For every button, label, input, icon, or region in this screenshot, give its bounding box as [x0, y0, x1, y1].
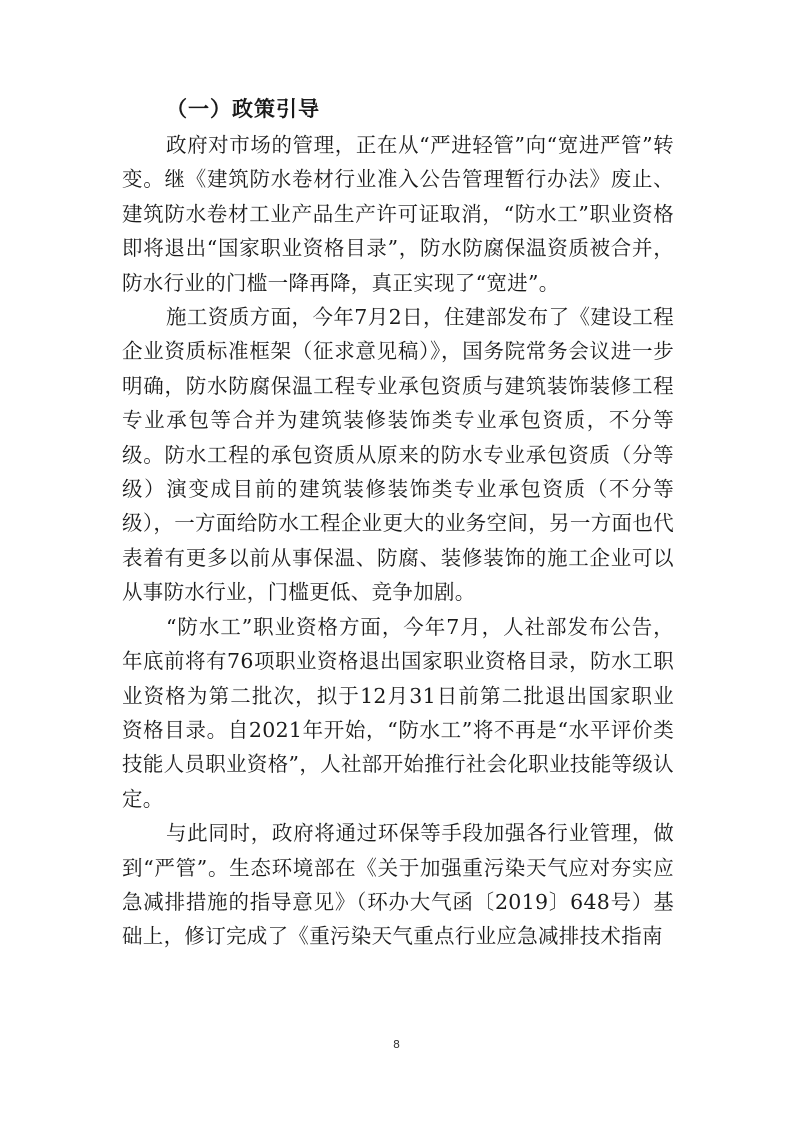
document-page — [122, 92, 674, 954]
page-number: 8 — [393, 1038, 400, 1051]
section-heading: （一）政策引导 — [166, 97, 320, 121]
paragraph-construction-qualification: 施工资质方面，今年7月2日，住建部发布了《建设工程企业资质标准框架（征求意见稿）》，国务院常务会议进一步明确，防水防腐保温工程专业承包资质与建筑装饰装修工程专业承包等合并为建筑装修装饰类专业承包资质，不分等级。防水工程的承包资质从原来的防水专业承包资质（分等级）演变成目前的建筑装修装饰类专业承包资质（不分等级），一方面给防水工程企业更大的业务空间，另一方面也代表着有更多以前从事保温、防腐、装修装饰的施工企业可以从事防水行业，门槛更低、竞争加剧。 — [122, 305, 674, 605]
paragraph-waterproof-worker-qualification: “防水工”职业资格方面，今年7月，人社部发布公告，年底前将有76项职业资格退出国家职业资格目录，防水工职业资格为第二批次，拟于12月31日前第二批退出国家职业资格目录。自2021年开始，“防水工”将不再是“水平评价类技能人员职业资格”，人社部开始推行社会化职业技能等级认定。 — [122, 614, 674, 811]
paragraph-environmental-regulation: 与此同时，政府将通过环保等手段加强各行业管理，做到“严管”。生态环境部在《关于加强重污染天气应对夯实应急减排措施的指导意见》（环办大气函〔2019〕648号）基础上，修订完成了《重污染天气重点行业应急减排技术指南 — [122, 821, 674, 949]
paragraph-market-management: 政府对市场的管理，正在从“严进轻管”向“宽进严管”转变。继《建筑防水卷材行业准入公告管理暂行办法》废止、建筑防水卷材工业产品生产许可证取消，“防水工”职业资格即将退出“国家职业资格目录”，防水防腐保温资质被合并，防水行业的门槛一降再降，真正实现了“宽进”。 — [122, 133, 674, 295]
